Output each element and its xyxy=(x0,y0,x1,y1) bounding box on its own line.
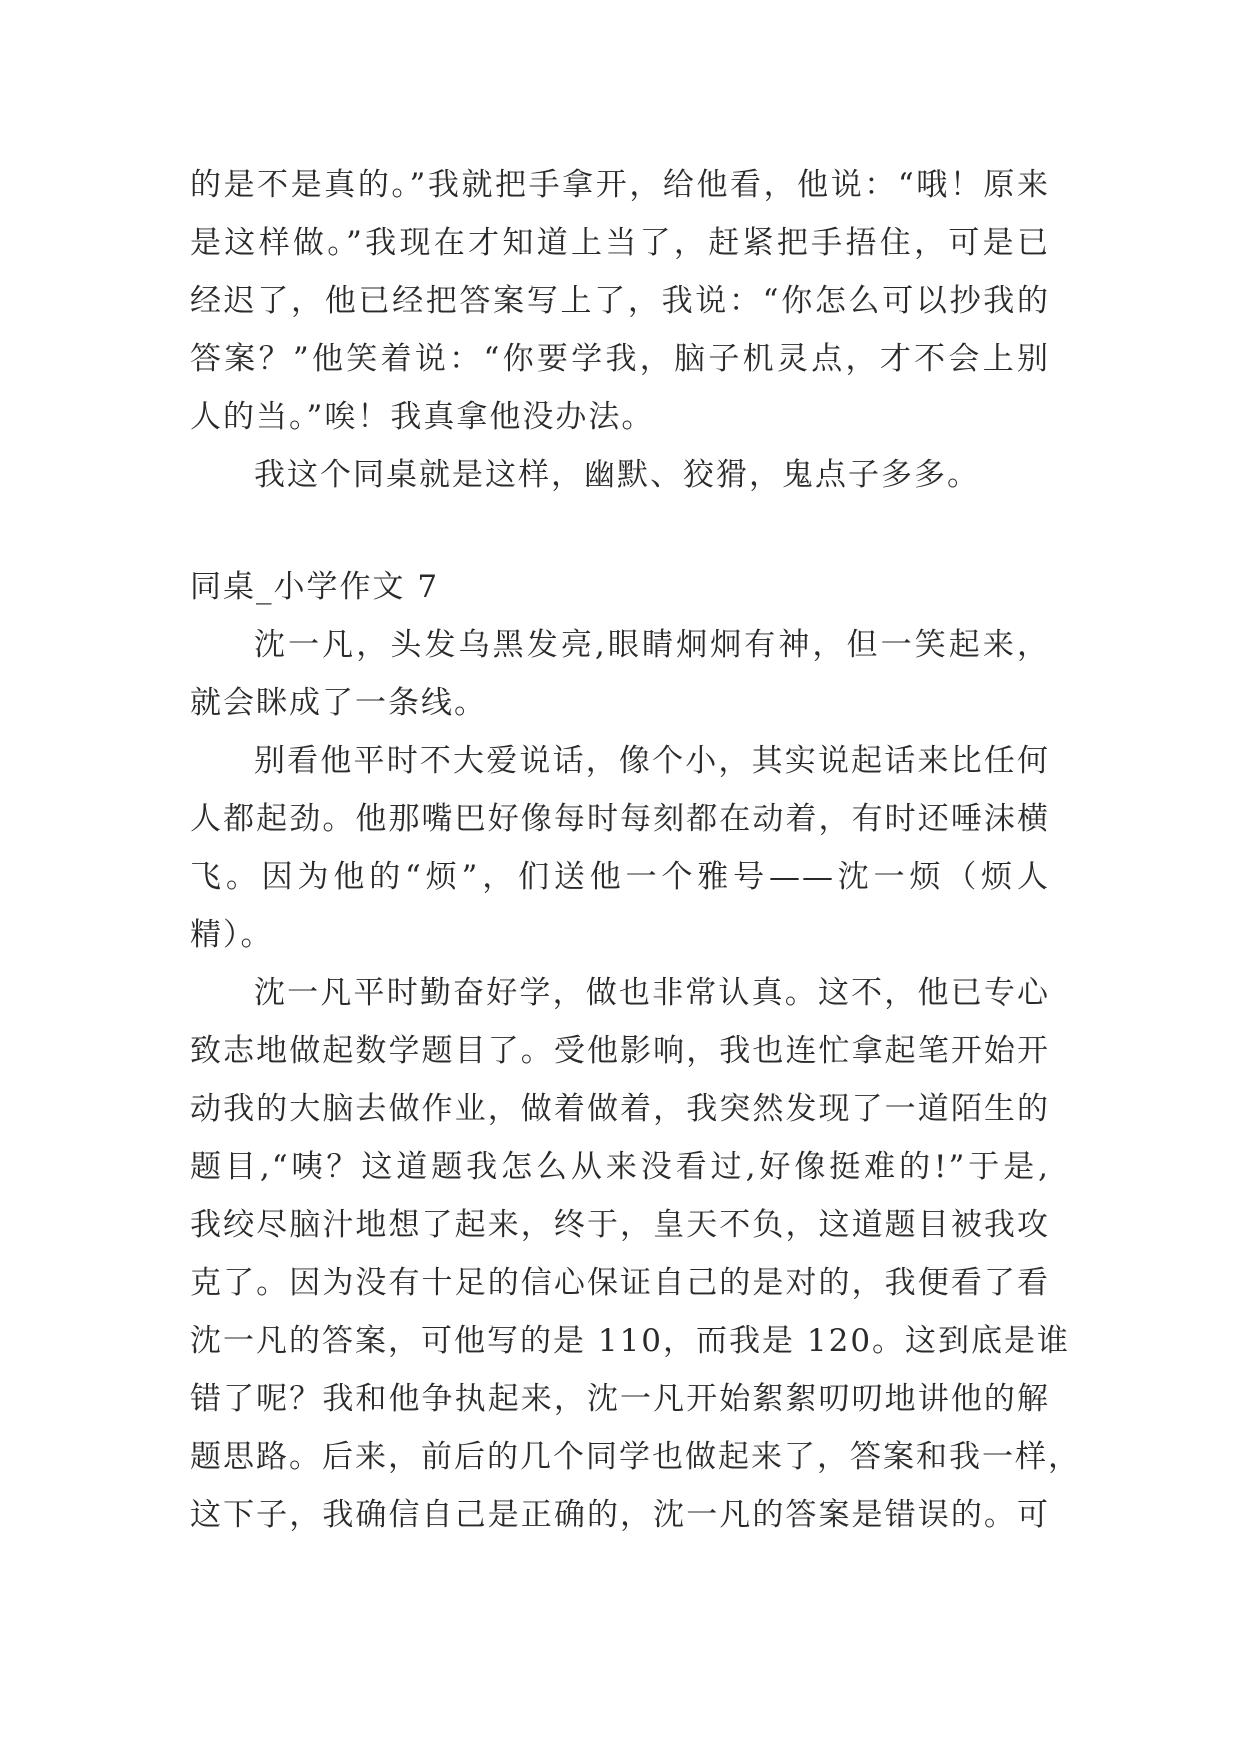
paragraph-2 xyxy=(190,732,1050,964)
paragraph-continued xyxy=(190,156,1050,446)
section-gap xyxy=(190,504,1050,558)
document-body xyxy=(190,156,1081,1544)
text-line: 致志地做起数学题目了。受他影响，我也连忙拿起笔开始开 xyxy=(190,1033,1050,1069)
text-line: 就会眯成了一条线。 xyxy=(190,685,487,721)
paragraph-3 xyxy=(190,964,1081,1544)
text-line: 答案？”他笑着说：“你要学我，脑子机灵点，才不会上别 xyxy=(190,341,1050,377)
text-line: 题目,“咦？这道题我怎么从来没看过,好像挺难的!”于是, xyxy=(190,1149,1050,1185)
text-line: 沈一凡平时勤奋好学，做也非常认真。这不，他已专心 xyxy=(254,975,1050,1011)
text-line: 飞。因为他的“烦”，们送他一个雅号——沈一烦（烦人 xyxy=(190,859,1050,895)
text-line: 题思路。后来，前后的几个同学也做起来了，答案和我一样， xyxy=(190,1439,1081,1475)
text-line: 沈一凡的答案，可他写的是 110，而我是 120。这到底是谁 xyxy=(190,1323,1071,1359)
text-line: 我绞尽脑汁地想了起来，终于，皇天不负，这道题目被我攻 xyxy=(190,1207,1050,1243)
text-line: 人的当。”唉！我真拿他没办法。 xyxy=(190,399,655,435)
text-line: 我这个同桌就是这样，幽默、狡猾，鬼点子多多。 xyxy=(254,457,980,493)
text-line: 是这样做。”我现在才知道上当了，赶紧把手捂住，可是已 xyxy=(190,225,1050,261)
text-line: 沈一凡，头发乌黑发亮,眼睛炯炯有神，但一笑起来， xyxy=(254,627,1050,663)
text-line: 错了呢？我和他争执起来，沈一凡开始絮絮叨叨地讲他的解 xyxy=(190,1381,1050,1417)
section-title: 同桌_小学作文 7 xyxy=(190,569,440,605)
text-line: 经迟了，他已经把答案写上了，我说：“你怎么可以抄我的 xyxy=(190,283,1050,319)
paragraph-closing xyxy=(190,446,1050,504)
text-line: 克了。因为没有十足的信心保证自己的是对的，我便看了看 xyxy=(190,1265,1050,1301)
text-line: 别看他平时不大爱说话，像个小，其实说起话来比任何 xyxy=(254,743,1050,779)
text-line: 精）。 xyxy=(190,917,274,953)
text-line: 这下子，我确信自己是正确的，沈一凡的答案是错误的。可 xyxy=(190,1497,1050,1533)
text-line: 动我的大脑去做作业，做着做着，我突然发现了一道陌生的 xyxy=(190,1091,1050,1127)
paragraph-1 xyxy=(190,616,1050,732)
text-line: 的是不是真的。”我就把手拿开，给他看，他说：“哦！原来 xyxy=(190,167,1050,203)
text-line: 人都起劲。他那嘴巴好像每时每刻都在动着，有时还唾沫横 xyxy=(190,801,1050,837)
